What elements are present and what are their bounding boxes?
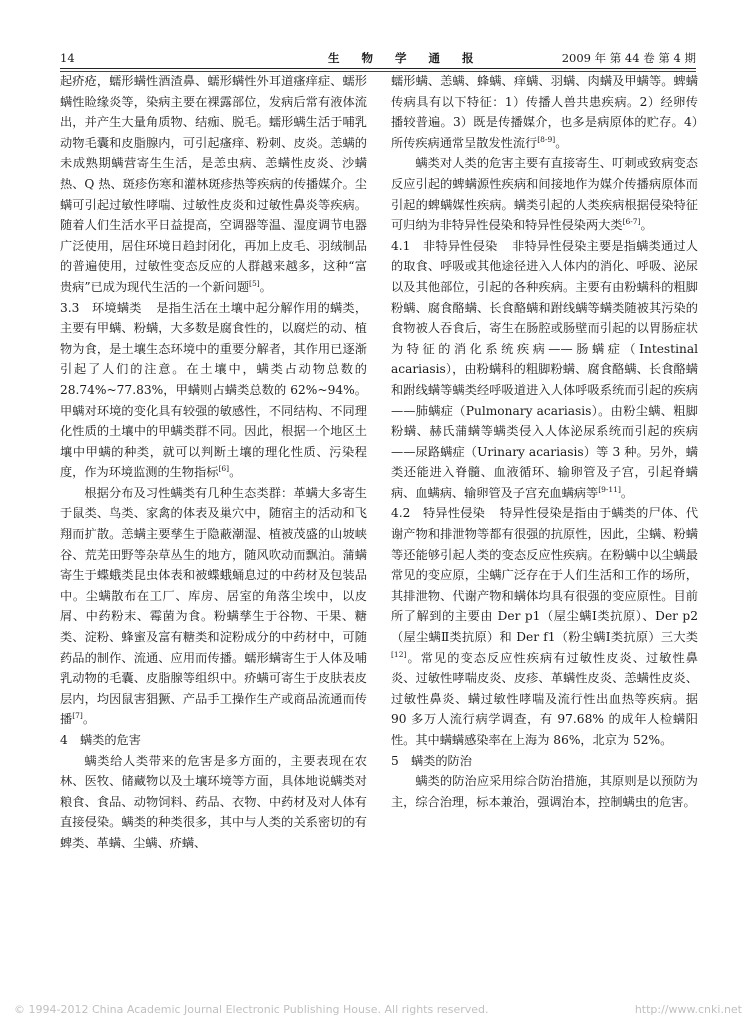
footer-url: http://www.cnki.net (634, 1003, 742, 1016)
left-column (60, 71, 367, 854)
right-column (391, 71, 698, 812)
paragraph-ecology: 根据分布及习性螨类有几种生态类群：革螨大多寄生于鼠类、鸟类、家禽的体表及巢穴中，随宿主的活动和飞翔而扩散。恙螨主要孳生于隐蔽潮湿、植被茂盛的山坡峡谷、荒芜田野等杂草丛生的地方，随风吹动而飘泊。蒲螨寄生于蝶蛾类昆虫体表和被蝶蛾蛹息过的中药材及包装品中。尘螨散布在工厂、库房、居室的角落尘埃中，以皮屑、中药粉末、霉菌为食。粉螨孳生于谷物、干果、糖类、淀粉、蜂蜜及富有糖类和淀粉成分的中药材中，可随药品的制作、流通、应用而传播。蠕形螨寄生于人体及哺乳动物的毛囊、皮脂腺等组织中。疥螨可寄生于皮肤表皮层内，均因鼠害猖獗、产品手工操作生产或商品流通而传播[7]。 (60, 485, 367, 727)
citation: [9-11] (598, 484, 621, 494)
citation: [8-9] (537, 134, 556, 144)
section-title: 4.1 非特异性侵染 (391, 238, 498, 253)
section-body: 特异性侵染是指由于螨类的尸体、代谢产物和排泄物等都有很强的抗原性，因此，尘螨、粉螨等还能够引起人类的变态反应性疾病。在粉螨中以尘螨最常见的变应原，尘螨广泛存在于人们生活和工作的场所，其排泄物、代谢产物和螨体均具有很强的变应原性。目前所了解到的主要由 Der p1（屋尘螨Ⅰ类抗原）、Der p2（屋尘螨Ⅱ类抗原）和 Der f1（粉尘螨Ⅰ类抗原）三大类 (391, 506, 699, 645)
citation: [6-7] (622, 217, 641, 227)
section-body-tail: 。常见的变态反应性疾病有过敏性皮炎、过敏性鼻炎、过敏性哮喘皮炎、皮疹、革螨性皮炎、恙螨性皮炎、过敏性鼻炎、螨过敏性哮喘及流行性出血热等疾病。据 90 多万人流行病学调查，有 97.68% 的成年人检螨阳性。其中螨螨感染率在上海为 86%，北京为 52%。 (391, 650, 698, 747)
section-4-body: 螨类给人类带来的危害是多方面的，主要表现在农林、医牧、储藏物以及土壤环境等方面，具体地说螨类对粮食、食品、动物饲料、药品、衣物、中药材及对人体有直接侵染。螨类的种类很多，其中与人类的关系密切的有蜱类、革螨、尘螨、疥螨、 (60, 753, 367, 850)
section-body: 是指生活在土壤中起分解作用的螨类，主要有甲螨、粉螨，大多数是腐食性的，以腐烂的动、植物为食，是土壤生态环境中的重要分解者，其作用已逐渐引起了人们的注意。在土壤中，螨类占动物总数的 28.74%~77.83%，甲螨则占螨类总数的 62%~94%。甲螨对环境的变化具有较强的敏感性，不同结构、不同理化性质的土壤中的甲螨类群不同。因此，根据一个地区土壤中甲螨的种类，就可以判断土壤的理化性质、污染程度，作为环境监测的生物指标 (60, 300, 368, 480)
page-footer (0, 1000, 754, 1020)
section-5-title: 5 螨类的防治 (391, 753, 472, 768)
section-4-2 (391, 503, 698, 750)
paragraph-continued: 起疥疮，蠕形螨性酒渣鼻、蠕形螨性外耳道瘙痒症、蠕形螨性睑缘炎等，染病主要在裸露部位，发病后常有液体流出，并产生大量角质物、结痂、脱毛。蠕形螨生活于哺乳动物毛囊和皮脂腺内，可引起瘙痒、粉刺、皮炎。恙螨的未成熟期螨营寄生生活，是恙虫病、恙螨性皮炎、沙螨热、Q 热、斑疹伤寒和灌林斑疹热等疾病的传播媒介。尘螨可引起过敏性哮喘、过敏性皮炎和过敏性鼻炎等疾病。随着人们生活水平日益提高，空调器等温、湿度调节电器广泛使用，居住环境日趋封闭化，再加上皮毛、羽绒制品的普遍使用，过敏性变态反应的人群越来越多，这种“富贵病”已成为现代生活的一个新问题[5]。 (60, 74, 367, 294)
issue-info: 2009 年 第 44 卷 第 4 期 (561, 51, 696, 65)
page-header (60, 49, 696, 67)
section-5-body: 螨类的防治应采用综合防治措施，其原则是以预防为主，综合治理，标本兼治，强调治本，控制螨虫的危害。 (391, 774, 698, 809)
citation: [7] (72, 711, 83, 721)
section-title: 4.2 特异性侵染 (391, 506, 486, 521)
section-title: 3.3 环境螨类 (60, 300, 142, 315)
citation: [6] (218, 464, 230, 474)
citation: [5] (249, 278, 260, 288)
copyright-notice: © 1994-2012 China Academic Journal Electronic Publishing House. All rights reserved. (14, 1003, 489, 1016)
paragraph-harm: 螨类对人类的危害主要有直接寄生、叮刺或致病变态反应引起的蜱螨源性疾病和间接地作为媒介传播病原体而引起的蜱螨媒性疾病。螨类引起的人类疾病根据侵染特征可归纳为非特异性侵染和特异性侵染两大类[6-7]。 (391, 156, 698, 233)
header-rule-thick (60, 68, 696, 69)
paragraph-continued: 蠕形螨、恙螨、蜂螨、痒螨、羽螨、肉螨及甲螨等。蜱螨传病具有以下特征：1）传播人兽共患疾病。2）经卵传播较普遍。3）既是传播媒介，也多是病原体的贮存。4）所传疾病通常呈散发性流行[8-9]。 (391, 74, 698, 150)
section-4-title: 4 螨类的危害 (60, 733, 141, 747)
journal-title: 生 物 学 通 报 (328, 51, 483, 65)
section-body: 非特异性侵染主要是指螨类通过人的取食、呼吸或其他途径进入人体内的消化、呼吸、泌尿以及其他部位，引起的各种疾病。主要有由粉螨科的粗脚粉螨、腐食酪螨、长食酪螨和跗线螨等螨类随被其污染的食物被人吞食后，寄生在肠腔或肠壁而引起的以胃肠症状为特征的消化系统疾病——肠螨症（Intestinal acariasis），由粉螨科的粗脚粉螨、腐食酪螨、长食酪螨和跗线螨等螨类经呼吸道进入人体呼吸系统而引起的疾病——肺螨症（Pulmonary acariasis）。由粉尘螨、粗脚粉螨、赫氏蒲螨等螨类侵入人体泌尿系统而引起的疾病——尿路螨症（Urinary acariasis）等 3 种。另外，螨类还能进入脊髓、血液循环、输卵管及子宫，引起脊螨病、血螨病、输卵管及子宫充血螨病等 (391, 238, 698, 500)
citation: [12] (391, 649, 407, 659)
section-3-3: 3.3 环境螨类 是指生活在土壤中起分解作用的螨类，主要有甲螨、粉螨，大多数是腐食性的，以腐烂的动、植物为食，是土壤生态环境中的重要分解者，其作用已逐渐引起了人们的注意。在土壤中，螨类占动物总数的 28.74%~77.83%，甲螨则占螨类总数的 62%~94%。甲螨对环境的变化具有较强的敏感性，不同结构、不同理化性质的土壤中的甲螨类群不同。因此，根据一个地区土壤中甲螨的种类，就可以判断土壤的理化性质、污染程度，作为环境监测的生物指标[6]。 (60, 300, 368, 480)
section-4-1: 4.1 非特异性侵染 非特异性侵染主要是指螨类通过人的取食、呼吸或其他途径进入人体内的消化、呼吸、泌尿以及其他部位，引起的各种疾病。主要有由粉螨科的粗脚粉螨、腐食酪螨、长食酪螨和跗线螨等螨类随被其污染的食物被人吞食后，寄生在肠腔或肠壁而引起的以胃肠症状为特征的消化系统疾病——肠螨症（Intestinal acariasis），由粉螨科的粗脚粉螨、腐食酪螨、长食酪螨和跗线螨等螨类经呼吸道进入人体呼吸系统而引起的疾病——肺螨症（Pulmonary acariasis）。由粉尘螨、粗脚粉螨、赫氏蒲螨等螨类侵入人体泌尿系统而引起的疾病——尿路螨症（Urinary acariasis）等 3 种。另外，螨类还能进入脊髓、血液循环、输卵管及子宫，引起脊螨病、血螨病、输卵管及子宫充血螨病等[9-11]。 (391, 238, 698, 500)
page-number: 14 (60, 51, 75, 65)
